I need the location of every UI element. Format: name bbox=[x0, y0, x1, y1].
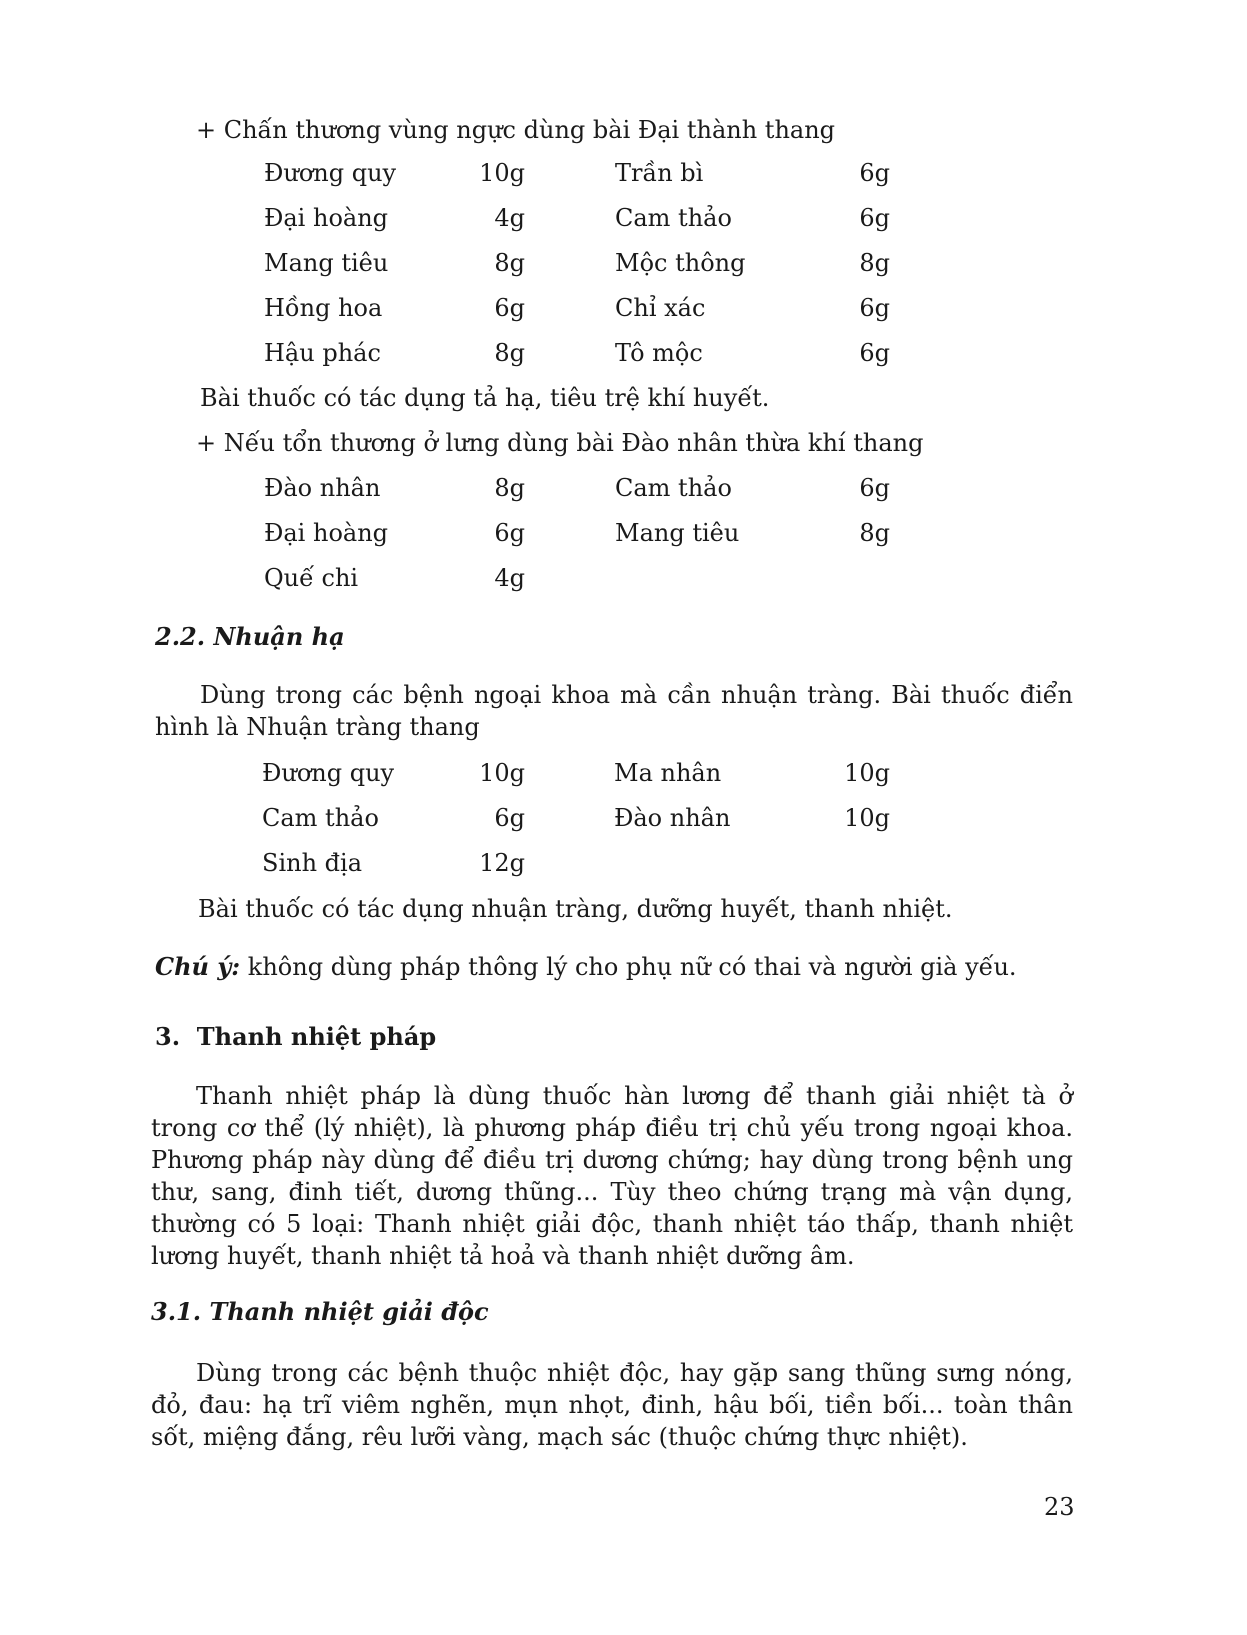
prescription-note-2: Bài thuốc có tác dụng nhuận tràng, dưỡng huyết, thanh nhiệt. bbox=[198, 895, 953, 923]
herb-dose: 8g bbox=[859, 249, 890, 277]
herb-dose: 6g bbox=[859, 474, 890, 502]
herb-dose: 8g bbox=[494, 474, 525, 502]
section-heading-2-2: 2.2. Nhuận hạ bbox=[155, 622, 345, 651]
herb-name: Quế chi bbox=[264, 564, 359, 592]
herb-dose: 4g bbox=[494, 564, 525, 592]
herb-name: Ma nhân bbox=[614, 759, 722, 787]
herb-name: Cam thảo bbox=[262, 804, 379, 832]
prescription-note-1: Bài thuốc có tác dụng tả hạ, tiêu trệ khí huyết. bbox=[200, 384, 770, 412]
herb-dose: 10g bbox=[844, 759, 890, 787]
herb-dose: 10g bbox=[479, 759, 525, 787]
herb-name: Mang tiêu bbox=[615, 519, 740, 547]
section-number: 3. bbox=[155, 1022, 181, 1051]
herb-name: Cam thảo bbox=[615, 204, 732, 232]
herb-name: Mộc thông bbox=[615, 249, 746, 277]
thanh-nhiet-text: Thanh nhiệt pháp là dùng thuốc hàn lương để thanh giải nhiệt tà ở trong cơ thể (lý nhiệt), là phương pháp điều trị chủ yếu trong ngoại khoa. Phương pháp này dùng để điều trị dương chứng; hay dùng trong bệnh ung thư, sang, đinh tiết, dương thũng... Tùy theo chứng trạng mà vận dụng, thường có 5 loại: Thanh nhiệt giải độc, thanh nhiệt táo thấp, thanh nhiệt lương huyết, thanh nhiệt tả hoả và thanh nhiệt dưỡng âm. bbox=[151, 1082, 1073, 1270]
herb-name: Trần bì bbox=[615, 159, 704, 187]
herb-name: Đương quy bbox=[264, 159, 397, 187]
nhuan-ha-text: Dùng trong các bệnh ngoại khoa mà cần nhuận tràng. Bài thuốc điển hình là Nhuận tràng thang bbox=[155, 681, 1073, 741]
herb-name: Tô mộc bbox=[615, 339, 703, 367]
herb-dose: 10g bbox=[844, 804, 890, 832]
herb-dose: 8g bbox=[859, 519, 890, 547]
herb-name: Đào nhân bbox=[264, 474, 381, 502]
herb-name: Đại hoàng bbox=[264, 519, 389, 547]
prescription-lead-2: + Nếu tổn thương ở lưng dùng bài Đào nhân thừa khí thang bbox=[196, 429, 924, 457]
herb-dose: 6g bbox=[859, 159, 890, 187]
herb-dose: 10g bbox=[479, 159, 525, 187]
caution-text: không dùng pháp thông lý cho phụ nữ có thai và người già yếu. bbox=[240, 953, 1017, 981]
herb-name: Đương quy bbox=[262, 759, 395, 787]
herb-name: Hồng hoa bbox=[264, 294, 383, 322]
giai-doc-paragraph bbox=[151, 1357, 1073, 1453]
herb-dose: 6g bbox=[494, 294, 525, 322]
giai-doc-text: Dùng trong các bệnh thuộc nhiệt độc, hay gặp sang thũng sưng nóng, đỏ, đau: hạ trĩ viêm nghẽn, mụn nhọt, đinh, hậu bối, tiền bối... toàn thân sốt, miệng đắng, rêu lưỡi vàng, mạch sác (thuộc chứng thực nhiệt). bbox=[151, 1359, 1073, 1451]
herb-dose: 12g bbox=[479, 849, 525, 877]
herb-name: Mang tiêu bbox=[264, 249, 389, 277]
herb-dose: 6g bbox=[859, 294, 890, 322]
section-heading-3-1: 3.1. Thanh nhiệt giải độc bbox=[151, 1297, 489, 1326]
caution-line bbox=[155, 952, 1017, 982]
herb-name: Đào nhân bbox=[614, 804, 731, 832]
herb-dose: 8g bbox=[494, 249, 525, 277]
herb-dose: 6g bbox=[494, 519, 525, 547]
herb-dose: 4g bbox=[494, 204, 525, 232]
herb-dose: 8g bbox=[494, 339, 525, 367]
herb-name: Sinh địa bbox=[262, 849, 363, 877]
herb-dose: 6g bbox=[859, 204, 890, 232]
herb-dose: 6g bbox=[859, 339, 890, 367]
herb-name: Cam thảo bbox=[615, 474, 732, 502]
herb-name: Đại hoàng bbox=[264, 204, 389, 232]
nhuan-ha-paragraph bbox=[155, 679, 1073, 743]
section-heading-3 bbox=[155, 1022, 436, 1052]
page-number: 23 bbox=[1044, 1493, 1075, 1521]
thanh-nhiet-paragraph bbox=[151, 1080, 1073, 1272]
prescription-lead-1: + Chấn thương vùng ngực dùng bài Đại thành thang bbox=[196, 116, 836, 144]
herb-name: Hậu phác bbox=[264, 339, 381, 367]
section-title: Thanh nhiệt pháp bbox=[196, 1022, 437, 1051]
caution-label: Chú ý: bbox=[155, 952, 241, 981]
herb-name: Chỉ xác bbox=[615, 294, 706, 322]
herb-dose: 6g bbox=[494, 804, 525, 832]
